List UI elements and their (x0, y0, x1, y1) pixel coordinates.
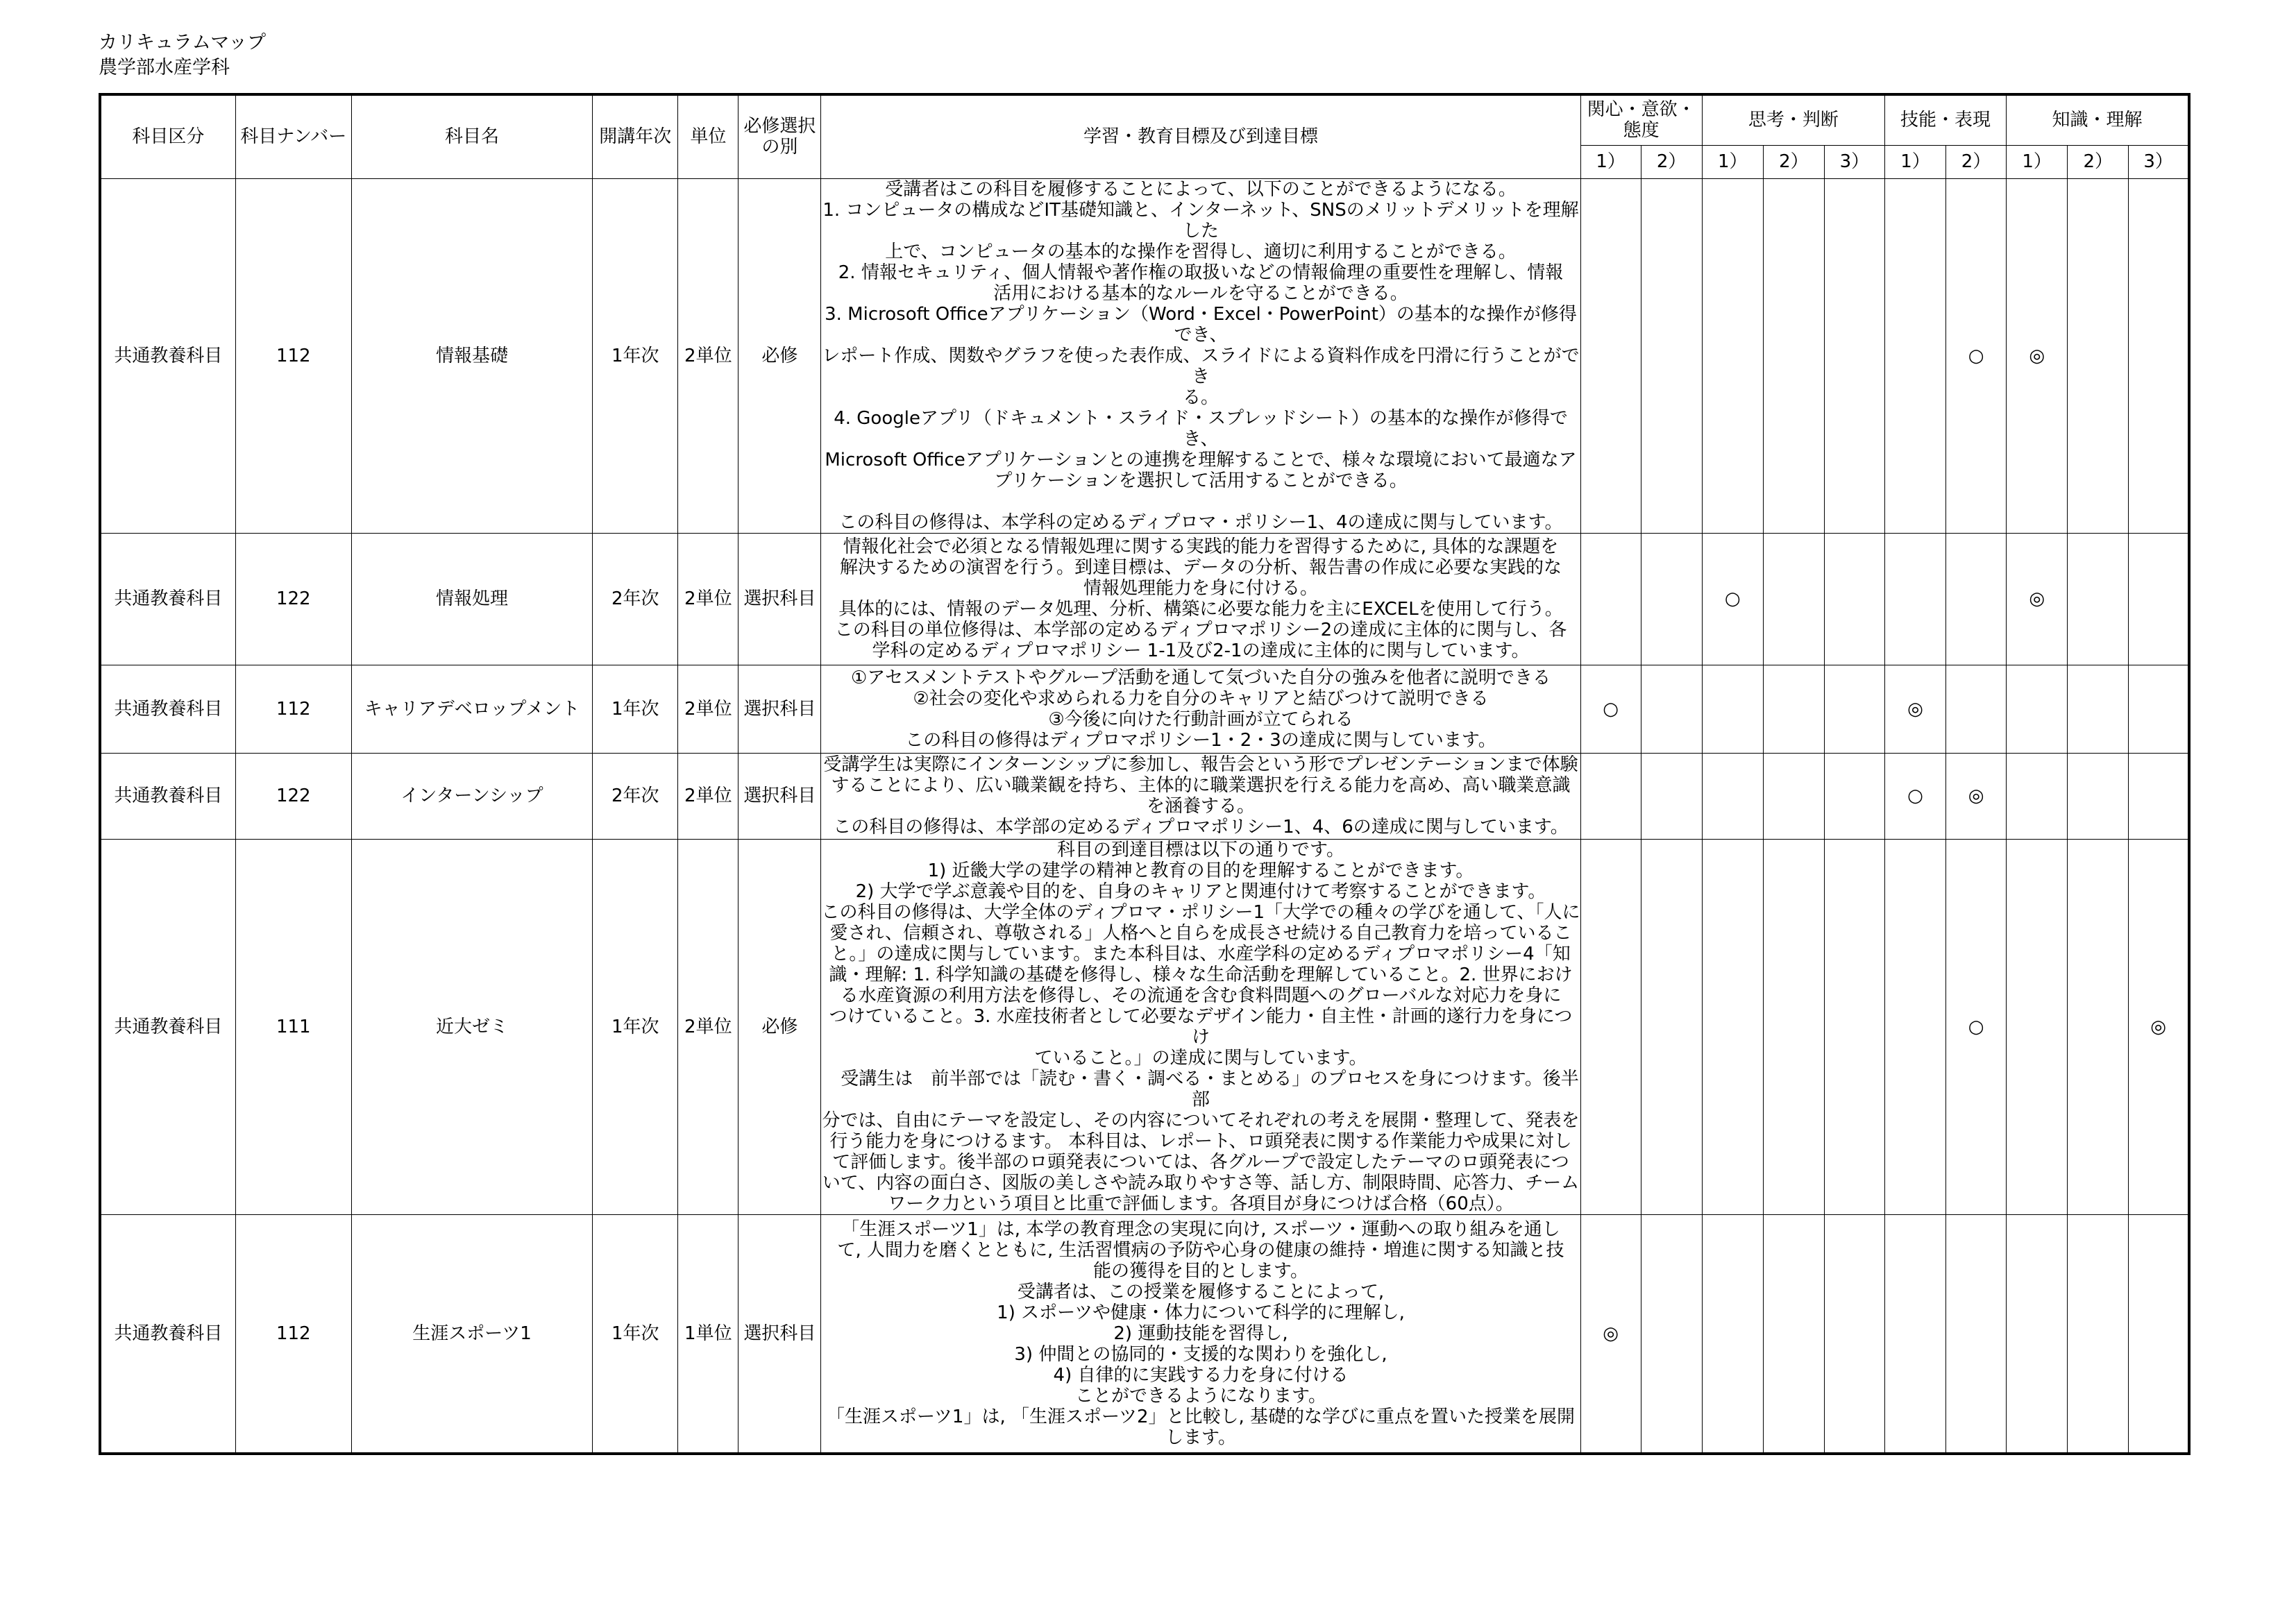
table-row (100, 839, 2189, 1214)
cell-ability-mark: ◎ (1884, 665, 1945, 753)
cell-course-number: 111 (235, 839, 351, 1214)
header-objectives: 学習・教育目標及び到達目標 (821, 94, 1580, 178)
objective-line: 愛され、信頼され、尊敬される」人格へと自らを成長させ続ける自己教育力を培っているこ (829, 922, 1572, 944)
objective-line: この科目の単位修得は、本学部の定めるディプロマポリシー2の達成に主体的に関与し、各 (834, 620, 1567, 640)
cell-year: 2年次 (593, 533, 678, 665)
cell-ability-mark: ◎ (1946, 753, 2007, 839)
cell-ability-mark (1641, 178, 1702, 533)
objective-line: 識・理解: 1. 科学知識の基礎を修得し、様々な生命活動を理解していること。2. 世界におけ (829, 964, 1573, 985)
objective-line: て, 人間力を磨くとともに, 生活習慣病の予防や心身の健康の維持・増進に関する知識と技 (837, 1239, 1564, 1261)
cell-ability-mark (1946, 665, 2007, 753)
objective-line: 1. コンピュータの構成などIT基礎知識と、インターネット、SNSのメリットデメリットを理解した (822, 199, 1579, 241)
objective-line: いて、内容の面白さ、図版の美しさや読み取りやすさ等、話し方、制限時間、応答力、チーム (822, 1172, 1580, 1193)
header-required-elective (738, 94, 821, 178)
cell-ability-mark (1763, 178, 1824, 533)
header-group-thinking: 思考・判断 (1702, 94, 1884, 145)
cell-credits: 1単位 (678, 1214, 738, 1454)
cell-required: 必修 (738, 839, 821, 1214)
cell-ability-mark (2129, 753, 2189, 839)
cell-ability-mark: ◎ (2007, 533, 2068, 665)
cell-category: 共通教養科目 (100, 178, 235, 533)
objective-line: を涵養する。 (1147, 796, 1256, 817)
objective-line: 受講者はこの科目を履修することによって、以下のことができるようになる。 (885, 178, 1517, 200)
cell-ability-mark (1946, 1214, 2007, 1454)
objective-line: 3) 仲間との協同的・支援的な関わりを強化し, (1014, 1343, 1387, 1365)
header-category: 科目区分 (100, 94, 235, 178)
cell-ability-mark (1702, 839, 1763, 1214)
cell-ability-mark (1824, 533, 1884, 665)
objective-line: 2. 情報セキュリティ、個人情報や著作権の取扱いなどの情報倫理の重要性を理解し、情報 (838, 262, 1564, 283)
objective-line: 2) 運動技能を習得し, (1113, 1323, 1288, 1344)
cell-ability-mark (2007, 1214, 2068, 1454)
document-title (99, 31, 266, 80)
sub-interest-1: 1） (1580, 145, 1641, 178)
cell-ability-mark (2007, 665, 2068, 753)
cell-ability-mark: ◎ (1580, 1214, 1641, 1454)
cell-ability-mark (1641, 839, 1702, 1214)
sub-interest-2: 2） (1641, 145, 1702, 178)
cell-ability-mark (1763, 839, 1824, 1214)
header-course-name: 科目名 (351, 94, 592, 178)
cell-ability-mark (1580, 178, 1641, 533)
objective-line: 能の獲得を目的とします。 (1093, 1260, 1308, 1282)
sub-thinking-2: 2） (1763, 145, 1824, 178)
cell-ability-mark (1763, 1214, 1824, 1454)
header-required-line-2: の別 (761, 137, 798, 158)
cell-ability-mark (1824, 1214, 1884, 1454)
cell-ability-mark (1884, 839, 1945, 1214)
cell-category: 共通教養科目 (100, 753, 235, 839)
objective-line: 情報化社会で必須となる情報処理に関する実践的能力を習得するために, 具体的な課題を (843, 536, 1559, 557)
cell-ability-mark (2007, 753, 2068, 839)
cell-required: 選択科目 (738, 533, 821, 665)
objective-line: 4. Googleアプリ（ドキュメント・スライド・スプレッドシート）の基本的な操作が修得でき、 (834, 407, 1568, 450)
sub-knowledge-2: 2） (2068, 145, 2129, 178)
objective-line: る。 (1183, 386, 1219, 408)
cell-ability-mark (1702, 178, 1763, 533)
cell-required: 選択科目 (738, 665, 821, 753)
objective-line: 情報処理能力を身に付ける。 (1083, 578, 1319, 599)
objective-line: つけていること。3. 水産技術者として必要なデザイン能力・自主性・計画的遂行力を身につけ (829, 1005, 1573, 1048)
cell-ability-mark (2068, 839, 2129, 1214)
objective-line: 受講学生は実際にインターンシップに参加し、報告会という形でプレゼンテーションまで体験 (823, 754, 1578, 775)
objective-line: 3. Microsoft Officeアプリケーション（Word・Excel・PowerPoint）の基本的な操作が修得でき、 (825, 303, 1577, 346)
objective-line: 科目の到達目標は以下の通りです。 (1057, 839, 1344, 860)
cell-year: 1年次 (593, 1214, 678, 1454)
cell-category: 共通教養科目 (100, 665, 235, 753)
cell-ability-mark (1580, 839, 1641, 1214)
cell-ability-mark (2007, 839, 2068, 1214)
cell-ability-mark (1702, 665, 1763, 753)
cell-credits: 2単位 (678, 178, 738, 533)
cell-course-name: 近大ゼミ (351, 839, 592, 1214)
cell-ability-mark (1702, 753, 1763, 839)
cell-required: 必修 (738, 178, 821, 533)
cell-ability-mark: ○ (1946, 839, 2007, 1214)
sub-skills-1: 1） (1884, 145, 1945, 178)
objective-line: 活用における基本的なルールを守ることができる。 (993, 282, 1408, 304)
cell-credits: 2単位 (678, 753, 738, 839)
objective-line: この科目の修得は、本学部の定めるディプロマポリシー1、4、6の達成に関与しています。 (833, 817, 1569, 838)
cell-ability-mark (1641, 1214, 1702, 1454)
objective-line: ①アセスメントテストやグループ活動を通して気づいた自分の強みを他者に説明できる (851, 667, 1551, 688)
objective-line: る水産資源の利用方法を修得し、その流通を含む食料問題へのグローバルな対応力を身に (840, 985, 1562, 1006)
cell-ability-mark (2068, 665, 2129, 753)
cell-objectives (821, 753, 1580, 839)
objective-line: この科目の修得は、本学科の定めるディプロマ・ポリシー1、4の達成に関与しています。 (838, 511, 1563, 533)
table-row (100, 1214, 2189, 1454)
cell-ability-mark: ○ (1702, 533, 1763, 665)
objective-line: この科目の修得は、大学全体のディプロマ・ポリシー1「大学での種々の学びを通して、「人に (821, 901, 1580, 923)
table-row (100, 665, 2189, 753)
objective-line: 学科の定めるディプロマポリシー 1-1及び2-1の達成に主体的に関与しています。 (872, 640, 1530, 661)
objective-line: 分では、自由にテーマを設定し、その内容についてそれぞれの考えを展開・整理して、発表を (822, 1110, 1580, 1131)
cell-course-number: 122 (235, 753, 351, 839)
cell-objectives (821, 1214, 1580, 1454)
cell-course-number: 112 (235, 178, 351, 533)
objective-line: します。 (1165, 1427, 1236, 1448)
cell-ability-mark (1884, 178, 1945, 533)
cell-ability-mark (1641, 533, 1702, 665)
cell-course-name: 情報処理 (351, 533, 592, 665)
cell-ability-mark: ◎ (2129, 839, 2189, 1214)
cell-course-name: インターンシップ (351, 753, 592, 839)
header-year: 開講年次 (593, 94, 678, 178)
cell-ability-mark (1824, 753, 1884, 839)
objective-line: この科目の修得はディプロマポリシー1・2・3の達成に関与しています。 (905, 729, 1496, 751)
cell-ability-mark (1641, 753, 1702, 839)
objective-line: ていること。」の達成に関与しています。 (1034, 1047, 1367, 1069)
cell-credits: 2単位 (678, 665, 738, 753)
cell-ability-mark (1763, 665, 1824, 753)
cell-objectives (821, 178, 1580, 533)
table-row (100, 178, 2189, 533)
cell-category: 共通教養科目 (100, 533, 235, 665)
course-rows (100, 178, 2189, 1454)
cell-ability-mark (1763, 753, 1824, 839)
sub-skills-2: 2） (1946, 145, 2007, 178)
group-interest-line-2: 態度 (1623, 120, 1660, 142)
cell-credits: 2単位 (678, 533, 738, 665)
objective-line: 4) 自律的に実践する力を身に付ける (1053, 1364, 1349, 1386)
objective-line: ワーク力という項目と比重で評価します。各項目が身につけば合格（60点）。 (888, 1193, 1514, 1214)
cell-ability-mark (1884, 533, 1945, 665)
cell-ability-mark (1884, 1214, 1945, 1454)
cell-ability-mark: ○ (1580, 665, 1641, 753)
objective-line: ②社会の変化や求められる力を自分のキャリアと結びつけて説明できる (913, 688, 1489, 709)
cell-credits: 2単位 (678, 839, 738, 1214)
cell-ability-mark (2129, 1214, 2189, 1454)
cell-ability-mark (2129, 533, 2189, 665)
objective-line: 受講者は、この授業を履修することによって, (1017, 1281, 1385, 1302)
title-line-2: 農学部水産学科 (99, 57, 230, 78)
table-row (100, 753, 2189, 839)
cell-course-name: 生涯スポーツ1 (351, 1214, 592, 1454)
cell-ability-mark (1824, 665, 1884, 753)
objective-line: 行う能力を身につけるます。 本科目は、レポート、ロ頭発表に関する作業能力や成果に対し (829, 1130, 1572, 1152)
header-credits: 単位 (678, 94, 738, 178)
objective-line: レポート作成、関数やグラフを使った表作成、スライドによる資料作成を円滑に行うことができ (822, 345, 1580, 387)
cell-ability-mark (2068, 178, 2129, 533)
objective-line: 1) スポーツや健康・体力について科学的に理解し, (997, 1302, 1405, 1323)
objective-line: 解決するための演習を行う。到達目標は、データの分析、報告書の作成に必要な実践的な (840, 557, 1562, 578)
cell-ability-mark (1763, 533, 1824, 665)
objective-line: 1) 近畿大学の建学の精神と教育の目的を理解することができます。 (927, 860, 1474, 881)
cell-objectives (821, 533, 1580, 665)
sub-thinking-1: 1） (1702, 145, 1763, 178)
objective-line: 受講生は 前半部では「読む・書く・調べる・まとめる」のプロセスを身につけます。後半部 (822, 1068, 1579, 1110)
cell-year: 2年次 (593, 753, 678, 839)
objective-line: 「生涯スポーツ1」は, 本学の教育理念の実現に向け, スポーツ・運動への取り組みを通し (841, 1218, 1560, 1240)
cell-ability-mark (1824, 839, 1884, 1214)
objective-line: することにより、広い職業観を持ち、主体的に職業選択を行える能力を高め、高い職業意識 (831, 775, 1571, 796)
cell-ability-mark (2129, 178, 2189, 533)
cell-course-name: キャリアデベロップメント (351, 665, 592, 753)
cell-course-number: 122 (235, 533, 351, 665)
cell-required: 選択科目 (738, 1214, 821, 1454)
cell-ability-mark (1580, 533, 1641, 665)
cell-ability-mark (2129, 665, 2189, 753)
header-course-number: 科目ナンバー (235, 94, 351, 178)
objective-line: 具体的には、情報のデータ処理、分析、構築に必要な能力を主にEXCELを使用して行う。 (838, 599, 1563, 620)
header-required-line-1: 必修選択 (743, 116, 816, 137)
cell-objectives (821, 665, 1580, 753)
header-group-knowledge: 知識・理解 (2007, 94, 2189, 145)
objective-line: ③今後に向けた行動計画が立てられる (1048, 708, 1353, 730)
cell-ability-mark: ◎ (2007, 178, 2068, 533)
cell-year: 1年次 (593, 839, 678, 1214)
group-interest-line-1: 関心・意欲・ (1587, 99, 1696, 121)
cell-category: 共通教養科目 (100, 839, 235, 1214)
header-group-skills: 技能・表現 (1884, 94, 2006, 145)
cell-ability-mark: ○ (1946, 178, 2007, 533)
cell-year: 1年次 (593, 178, 678, 533)
cell-year: 1年次 (593, 665, 678, 753)
objective-line (821, 491, 1580, 512)
cell-course-name: 情報基礎 (351, 178, 592, 533)
cell-ability-mark (1702, 1214, 1763, 1454)
sub-knowledge-1: 1） (2007, 145, 2068, 178)
cell-objectives (821, 839, 1580, 1214)
cell-course-number: 112 (235, 665, 351, 753)
sub-knowledge-3: 3） (2129, 145, 2189, 178)
objective-line: 上で、コンピュータの基本的な操作を習得し、適切に利用することができる。 (885, 241, 1517, 262)
objective-line: プリケーションを選択して活用することができる。 (994, 470, 1408, 491)
curriculum-map-table (99, 93, 2191, 1455)
cell-ability-mark (1824, 178, 1884, 533)
cell-ability-mark: ○ (1884, 753, 1945, 839)
cell-ability-mark (1641, 665, 1702, 753)
cell-ability-mark (2068, 1214, 2129, 1454)
cell-ability-mark (2068, 533, 2129, 665)
objective-line: 2) 大学で学ぶ意義や目的を、自身のキャリアと関連付けて考察することができます。 (855, 881, 1546, 902)
sub-thinking-3: 3） (1824, 145, 1884, 178)
cell-category: 共通教養科目 (100, 1214, 235, 1454)
header-group-interest (1580, 94, 1702, 145)
objective-line: Microsoft Officeアプリケーションとの連携を理解することで、様々な環境において最適なア (825, 449, 1577, 470)
objective-line: て評価します。後半部のロ頭発表については、各グループで設定したテーマのロ頭発表につ (832, 1151, 1569, 1173)
objective-line: 「生涯スポーツ1」は, 「生涯スポーツ2」と比較し, 基礎的な学びに重点を置いた授業を展開 (826, 1406, 1576, 1427)
table-row (100, 533, 2189, 665)
cell-required: 選択科目 (738, 753, 821, 839)
objective-line: と。」の達成に関与しています。また本科目は、水産学科の定めるディプロマポリシー4「知 (831, 943, 1571, 965)
cell-course-number: 112 (235, 1214, 351, 1454)
objective-line: ことができるようになります。 (1075, 1385, 1326, 1407)
title-line-1: カリキュラムマップ (99, 32, 267, 53)
cell-ability-mark (1946, 533, 2007, 665)
cell-ability-mark (1580, 753, 1641, 839)
cell-ability-mark (2068, 753, 2129, 839)
